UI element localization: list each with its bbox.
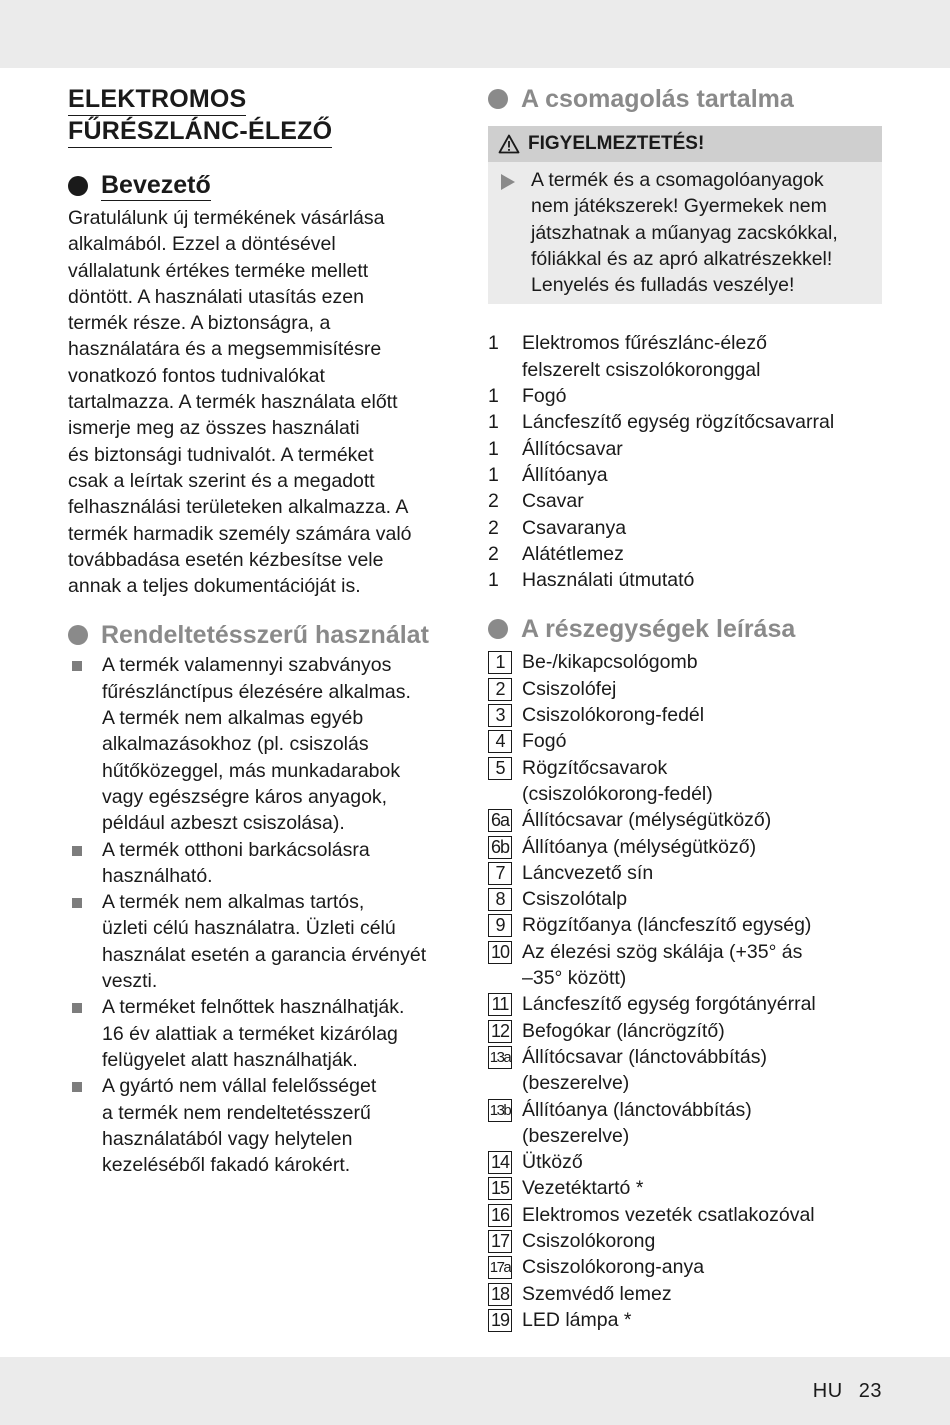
part-number-badge: 13b — [488, 1099, 512, 1122]
part-label — [522, 939, 802, 992]
usage-list — [68, 652, 460, 1178]
right-column — [488, 84, 882, 1333]
usage-item-text — [102, 1075, 376, 1176]
part-item — [488, 807, 882, 833]
part-number-badge: 7 — [488, 862, 512, 885]
package-item-quantity: 1 — [488, 411, 499, 434]
text-line: Csiszolókorong — [522, 1229, 656, 1252]
text-line: Csiszolókorong-anya — [522, 1256, 705, 1279]
text-line: Fogó — [522, 385, 567, 408]
part-number-badge: 17a — [488, 1256, 512, 1279]
usage-item-text — [102, 891, 426, 992]
text-line: Állítócsavar (lánctovábbítás) — [522, 1045, 767, 1068]
package-item-quantity: 2 — [488, 542, 499, 565]
footer-band — [0, 1357, 950, 1425]
part-item — [488, 834, 882, 860]
text-line: Állítócsavar (mélységütköző) — [522, 809, 772, 832]
package-item — [488, 541, 882, 567]
text-line: Szemvédő lemez — [522, 1282, 672, 1305]
text-line: játszhatnak a műanyag zacskókkal, — [531, 221, 838, 244]
title-line-1: ELEKTROMOS — [68, 84, 246, 116]
text-line: Lenyelés és fulladás veszélye! — [531, 274, 795, 297]
part-number-badge: 3 — [488, 704, 512, 727]
part-number-badge: 18 — [488, 1283, 512, 1306]
part-number-badge: 1 — [488, 651, 512, 674]
package-item-label — [522, 488, 584, 514]
text-line: LED lámpa * — [522, 1308, 632, 1331]
text-line: annak a teljes dokumentációját is. — [68, 575, 361, 598]
text-line: hűtőközeggel, más munkadarabok — [102, 759, 401, 782]
part-label — [522, 1202, 815, 1228]
package-item-quantity: 2 — [488, 516, 499, 539]
warning-triangle-icon — [498, 134, 520, 154]
part-number-badge: 11 — [488, 993, 512, 1016]
part-number-badge: 9 — [488, 914, 512, 937]
section-bullet-icon — [68, 176, 88, 196]
usage-item — [68, 889, 460, 994]
text-line: Fogó — [522, 730, 567, 753]
part-number-badge: 13a — [488, 1046, 512, 1069]
text-line: (beszerelve) — [522, 1124, 630, 1147]
usage-heading: Rendeltetésszerű használat — [68, 620, 460, 650]
part-item — [488, 755, 882, 808]
part-item — [488, 676, 882, 702]
part-item — [488, 939, 882, 992]
part-item — [488, 912, 882, 938]
part-number-badge: 14 — [488, 1151, 512, 1174]
text-line: termék része. A biztonságra, a — [68, 312, 331, 335]
text-line: Állítócsavar — [522, 437, 623, 460]
part-item — [488, 702, 882, 728]
text-line: (csiszolókorong-fedél) — [522, 782, 713, 805]
page-footer — [813, 1380, 882, 1403]
text-line: felügyelet alatt használhatják. — [102, 1048, 358, 1071]
package-item-label — [522, 515, 626, 541]
part-number-badge: 6b — [488, 836, 512, 859]
warning-box — [488, 126, 882, 304]
text-line: Vezetéktartó * — [522, 1177, 644, 1200]
text-line: –35° között) — [522, 967, 627, 990]
square-bullet-icon — [72, 1003, 82, 1013]
text-line: felszerelt csiszolókoronggal — [522, 358, 761, 381]
text-line: használat esetén a garancia érvényét — [102, 943, 427, 966]
text-line: A terméket felnőttek használhatják. — [102, 996, 405, 1019]
usage-item-text — [102, 996, 404, 1071]
part-label — [522, 676, 616, 702]
text-line: használatára és a megsemmisítésre — [68, 338, 382, 361]
package-item — [488, 383, 882, 409]
text-line: vonatkozó fontos tudnivalókat — [68, 364, 325, 387]
part-label — [522, 649, 698, 675]
warning-body — [488, 162, 882, 304]
text-line: Rögzítőanya (láncfeszítő egység) — [522, 914, 812, 937]
part-item — [488, 1097, 882, 1150]
usage-item-text — [102, 839, 370, 887]
text-line: A gyártó nem vállal felelősséget — [102, 1075, 377, 1098]
text-line: ismerje meg az összes használati — [68, 417, 360, 440]
text-line: továbbadása esetén kézbesítse vele — [68, 548, 384, 571]
part-number-badge: 10 — [488, 941, 512, 964]
text-line: a termék nem rendeltetésszerű — [102, 1101, 371, 1124]
section-bullet-icon — [68, 625, 88, 645]
text-line: Használati útmutató — [522, 569, 695, 592]
package-list — [488, 330, 882, 593]
text-line: Állítóanya — [522, 463, 608, 486]
part-number-badge: 8 — [488, 888, 512, 911]
part-number-badge: 4 — [488, 730, 512, 753]
part-label — [522, 1018, 725, 1044]
text-line: (beszerelve) — [522, 1072, 630, 1095]
usage-item-text — [102, 654, 411, 834]
text-line: A termék valamennyi szabványos — [102, 654, 392, 677]
text-line: például azbeszt csiszolása). — [102, 812, 345, 835]
part-item — [488, 1175, 882, 1201]
page-number: 23 — [858, 1380, 882, 1402]
square-bullet-icon — [72, 898, 82, 908]
package-item-label — [522, 541, 624, 567]
text-line: és biztonsági tudnivalót. A terméket — [68, 443, 374, 466]
part-item — [488, 991, 882, 1017]
part-label — [522, 702, 704, 728]
text-line: Csiszolókorong-fedél — [522, 704, 705, 727]
part-item — [488, 860, 882, 886]
usage-item — [68, 1073, 460, 1178]
text-line: használható. — [102, 864, 213, 887]
title-line-2: FŰRÉSZLÁNC-ÉLEZŐ — [68, 116, 332, 148]
package-item-label — [522, 409, 834, 435]
part-label — [522, 1175, 643, 1201]
part-number-badge: 2 — [488, 678, 512, 701]
text-line: Elektromos vezeték csatlakozóval — [522, 1203, 815, 1226]
intro-paragraph — [68, 205, 460, 599]
text-line: nem játékszerek! Gyermekek nem — [531, 195, 827, 218]
part-label — [522, 1149, 583, 1175]
package-item-quantity: 1 — [488, 437, 499, 460]
part-number-badge: 15 — [488, 1177, 512, 1200]
part-label — [522, 807, 771, 833]
package-item-label — [522, 462, 608, 488]
header-band — [0, 0, 950, 68]
part-label — [522, 728, 566, 754]
package-item-label — [522, 383, 566, 409]
part-number-badge: 12 — [488, 1020, 512, 1043]
text-line: használatából vagy helytelen — [102, 1127, 353, 1150]
text-line: 16 év alattiak a terméket kizárólag — [102, 1022, 398, 1045]
text-line: Be-/kikapcsológomb — [522, 651, 698, 674]
usage-item — [68, 837, 460, 890]
package-item-quantity: 1 — [488, 332, 499, 355]
text-line: tartalmazza. A termék használata előtt — [68, 391, 398, 414]
text-line: A termék nem alkalmas tartós, — [102, 891, 365, 914]
part-item — [488, 1202, 882, 1228]
text-line: kezeléséből fakadó károkért. — [102, 1154, 351, 1177]
text-line: fűrészlánctípus élezésére alkalmas. — [102, 680, 411, 703]
part-number-badge: 6a — [488, 809, 512, 832]
package-item — [488, 567, 882, 593]
part-label — [522, 1097, 752, 1150]
part-label — [522, 912, 811, 938]
warning-text — [531, 167, 872, 298]
text-line: Ütköző — [522, 1151, 583, 1174]
part-item — [488, 886, 882, 912]
package-item-quantity: 1 — [488, 463, 499, 486]
language-code: HU — [812, 1380, 843, 1402]
package-item — [488, 488, 882, 514]
text-line: alkalmából. Ezzel a döntésével — [68, 233, 336, 256]
part-label — [522, 1307, 631, 1333]
text-line: Állítóanya (lánctovábbítás) — [522, 1098, 752, 1121]
part-label — [522, 834, 756, 860]
text-line: A termék és a csomagolóanyagok — [531, 169, 824, 191]
warning-title: FIGYELMEZTETÉS! — [528, 133, 705, 154]
part-label — [522, 860, 653, 886]
text-line: fóliákkal és az apró alkatrészekkel! — [531, 247, 833, 270]
section-bullet-icon — [488, 619, 508, 639]
package-item-quantity: 1 — [488, 385, 499, 408]
part-number-badge: 17 — [488, 1230, 512, 1253]
text-line: Rögzítőcsavarok — [522, 756, 668, 779]
text-line: Csavar — [522, 490, 584, 513]
part-label — [522, 1281, 672, 1307]
package-item — [488, 436, 882, 462]
text-line: Elektromos fűrészlánc-élező — [522, 332, 767, 355]
intro-heading: Bevezető — [68, 170, 460, 201]
text-line: Gratulálunk új termékének vásárlása — [68, 207, 385, 229]
text-line: veszti. — [102, 970, 158, 993]
text-line: Állítóanya (mélységütköző) — [522, 835, 757, 858]
section-bullet-icon — [488, 89, 508, 109]
part-label — [522, 755, 713, 808]
text-line: vállalatunk értékes terméke mellett — [68, 259, 369, 282]
part-item — [488, 1018, 882, 1044]
parts-list — [488, 649, 882, 1333]
square-bullet-icon — [72, 1082, 82, 1092]
text-line: Csavaranya — [522, 516, 627, 539]
package-item-label — [522, 436, 623, 462]
package-item — [488, 330, 882, 383]
usage-item — [68, 652, 460, 836]
part-item — [488, 1281, 882, 1307]
text-line: vagy egészségre káros anyagok, — [102, 785, 388, 808]
part-label — [522, 1228, 655, 1254]
text-line: Láncfeszítő egység rögzítőcsavarral — [522, 411, 835, 434]
text-line: Láncvezető sín — [522, 861, 654, 884]
parts-heading: A részegységek leírása — [488, 614, 882, 644]
package-item-quantity: 2 — [488, 490, 499, 513]
part-label — [522, 886, 627, 912]
text-line: csak a leírtak szerint és a megadott — [68, 469, 375, 492]
text-line: A termék otthoni barkácsolásra — [102, 838, 370, 861]
package-item-quantity: 1 — [488, 569, 499, 592]
text-line: Csiszolófej — [522, 677, 617, 700]
part-label — [522, 1044, 767, 1097]
part-item — [488, 1228, 882, 1254]
package-item — [488, 409, 882, 435]
part-item — [488, 1149, 882, 1175]
text-line: döntött. A használati utasítás ezen — [68, 285, 364, 308]
warning-header — [488, 126, 882, 162]
part-number-badge: 5 — [488, 757, 512, 780]
part-item — [488, 1044, 882, 1097]
text-line: Láncfeszítő egység forgótányérral — [522, 993, 816, 1016]
square-bullet-icon — [72, 846, 82, 856]
square-bullet-icon — [72, 661, 82, 671]
left-column — [68, 84, 460, 1178]
package-item — [488, 462, 882, 488]
part-label — [522, 991, 816, 1017]
text-line: Csiszolótalp — [522, 888, 628, 911]
arrow-right-icon — [501, 174, 515, 190]
part-label — [522, 1254, 704, 1280]
part-number-badge: 16 — [488, 1204, 512, 1227]
text-line: A termék nem alkalmas egyéb — [102, 707, 364, 730]
text-line: alkalmazásokhoz (pl. csiszolás — [102, 733, 369, 756]
document-title — [68, 84, 460, 148]
package-item-label — [522, 330, 767, 383]
part-item — [488, 1307, 882, 1333]
text-line: felhasználási területeken alkalmazza. A — [68, 496, 409, 519]
part-item — [488, 649, 882, 675]
part-item — [488, 1254, 882, 1280]
text-line: Alátétlemez — [522, 542, 624, 565]
part-item — [488, 728, 882, 754]
text-line: Az élezési szög skálája (+35° ás — [522, 940, 803, 963]
text-line: termék harmadik személy számára való — [68, 522, 412, 545]
package-item-label — [522, 567, 694, 593]
text-line: Befogókar (láncrögzítő) — [522, 1019, 725, 1042]
usage-item — [68, 994, 460, 1073]
package-heading: A csomagolás tartalma — [488, 84, 882, 114]
package-item — [488, 515, 882, 541]
text-line: üzleti célú használatra. Üzleti célú — [102, 917, 396, 940]
part-number-badge: 19 — [488, 1309, 512, 1332]
